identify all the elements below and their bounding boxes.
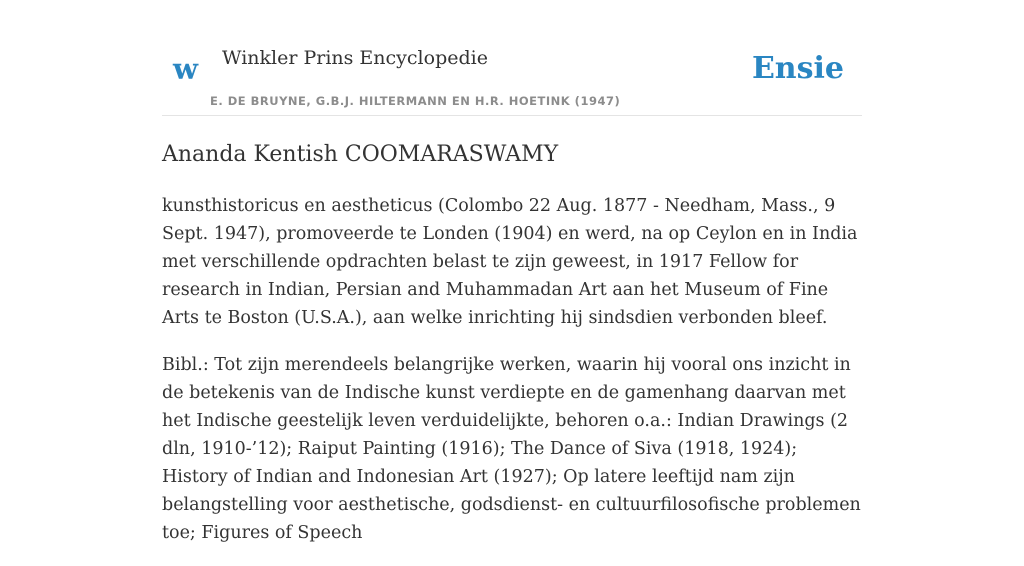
article-body xyxy=(162,192,862,566)
book-title-link[interactable]: Winkler Prins Encyclopedie xyxy=(222,47,488,69)
article-paragraph-biography: kunsthistoricus en aestheticus (Colombo 22 Aug. 1877 - Needham, Mass., 9 Sept. 1947), promoveerde te Londen (1904) en werd, na op Ceylon en in India met verschillende opdrachten belast te zijn geweest, in 1917 Fellow for research in Indian, Persian and Muhammadan Art aan het Museum of Fine Arts te Boston (U.S.A.), aan welke inrichting hij sindsdien verbonden bleef. xyxy=(162,196,858,328)
encyclopedia-header xyxy=(162,0,862,116)
page xyxy=(162,0,862,543)
article-title: Ananda Kentish COOMARASWAMY xyxy=(162,142,559,167)
ensie-brand-logo[interactable]: Ensie xyxy=(751,51,844,86)
article-paragraph-bibliography: Bibl.: Tot zijn merendeels belangrijke werken, waarin hij vooral ons inzicht in de betekenis van de Indische kunst verdiepte en de gamenhang daarvan met het Indische geestelijk leven verduidelijkte, behoren o.a.: Indian Drawings (2 dln, 1910-’12); Raiput Painting (1916); The Dance of Siva (1918, 1924); History of Indian and Indonesian Art (1927); Op latere leeftijd nam zijn belangstelling voor aesthetische, godsdienst- en cultuurfilosofische problemen toe; Figures of Speech xyxy=(162,355,861,543)
winkler-prins-logo-icon[interactable]: w xyxy=(173,52,198,86)
book-authors: E. DE BRUYNE, G.B.J. HILTERMANN EN H.R. HOETINK (1947) xyxy=(210,94,621,108)
